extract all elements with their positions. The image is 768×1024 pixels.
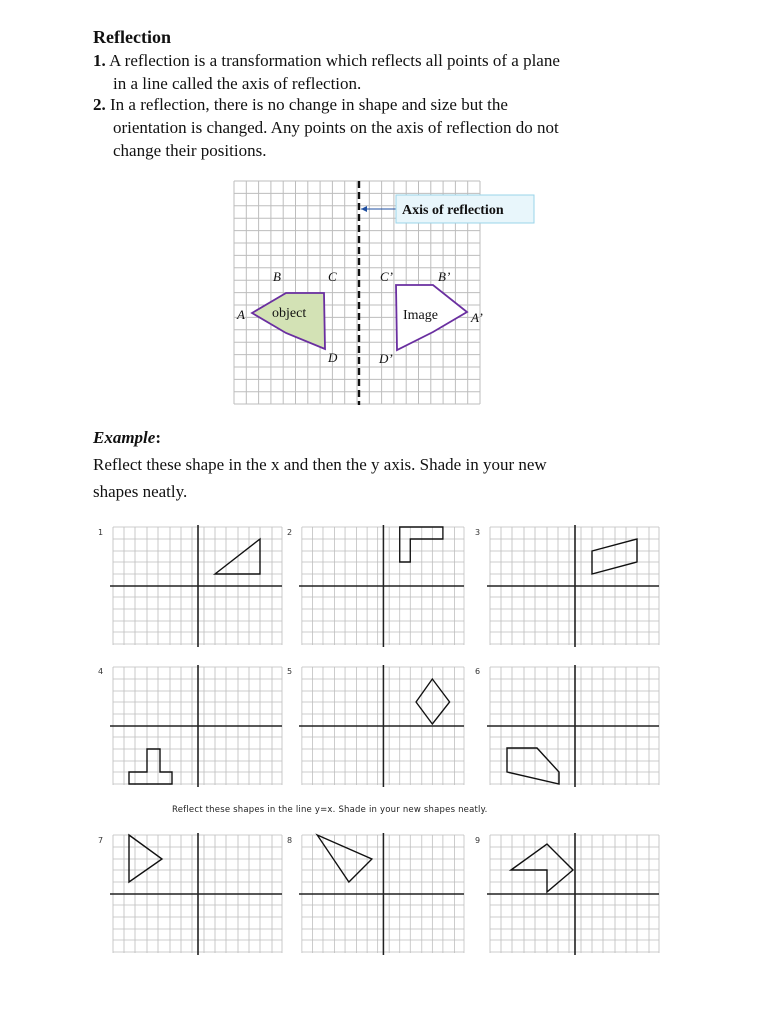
grid-number: 5 bbox=[287, 667, 293, 676]
grid-number: 8 bbox=[287, 836, 293, 845]
grid-number: 2 bbox=[287, 528, 293, 537]
pointer-arrow-icon bbox=[361, 206, 367, 212]
grid-number: 3 bbox=[475, 528, 481, 537]
axis-label: Axis of reflection bbox=[402, 203, 504, 218]
label-c-prime: C’ bbox=[380, 269, 393, 284]
coordinate-grid-2 bbox=[299, 522, 464, 648]
point-number: 1. bbox=[93, 51, 106, 70]
coordinate-grid-8 bbox=[299, 830, 464, 956]
coordinate-grid-4 bbox=[110, 662, 282, 788]
point-text: in a line called the axis of reflection. bbox=[113, 74, 362, 93]
coordinate-grid-1 bbox=[110, 522, 282, 648]
label-c: C bbox=[328, 269, 337, 284]
point-text: In a reflection, there is no change in shape and size but the bbox=[110, 95, 508, 114]
image-label: Image bbox=[403, 308, 438, 323]
example-colon: : bbox=[155, 428, 162, 447]
reflection-diagram bbox=[234, 181, 504, 405]
example-heading bbox=[93, 428, 161, 448]
point-text: change their positions. bbox=[113, 141, 267, 160]
label-a: A bbox=[237, 307, 245, 322]
coordinate-grid-5 bbox=[299, 662, 464, 788]
example-line: Reflect these shape in the x and then the y axis. Shade in your new bbox=[93, 455, 547, 474]
coordinate-grid-3 bbox=[487, 522, 659, 648]
point-2 bbox=[93, 93, 693, 162]
object-shape bbox=[252, 293, 325, 349]
page-title: Reflection bbox=[93, 27, 171, 47]
point-text: A reflection is a transformation which reflects all points of a plane bbox=[109, 51, 560, 70]
label-d: D bbox=[328, 350, 338, 365]
line-y-equals-x-instruction: Reflect these shapes in the line y=x. Shade in your new shapes neatly. bbox=[172, 805, 488, 815]
example-line: shapes neatly. bbox=[93, 482, 188, 501]
object-label: object bbox=[272, 306, 307, 321]
grid-number: 4 bbox=[98, 667, 104, 676]
grid-number: 1 bbox=[98, 528, 104, 537]
point-text: orientation is changed. Any points on the axis of reflection do not bbox=[113, 118, 559, 137]
point-1 bbox=[93, 49, 693, 95]
example-instructions bbox=[93, 451, 693, 505]
grid-number: 6 bbox=[475, 667, 481, 676]
label-a-prime: A’ bbox=[471, 310, 483, 325]
label-b-prime: B’ bbox=[438, 269, 451, 284]
coordinate-grid-6 bbox=[487, 662, 659, 788]
label-d-prime: D’ bbox=[379, 351, 393, 366]
grid-number: 9 bbox=[475, 836, 481, 845]
label-b: B bbox=[273, 269, 281, 284]
grid-number: 7 bbox=[98, 836, 104, 845]
coordinate-grid-9 bbox=[487, 830, 659, 956]
coordinate-grid-7 bbox=[110, 830, 282, 956]
point-number: 2. bbox=[93, 95, 106, 114]
example-label: Example bbox=[93, 428, 156, 447]
